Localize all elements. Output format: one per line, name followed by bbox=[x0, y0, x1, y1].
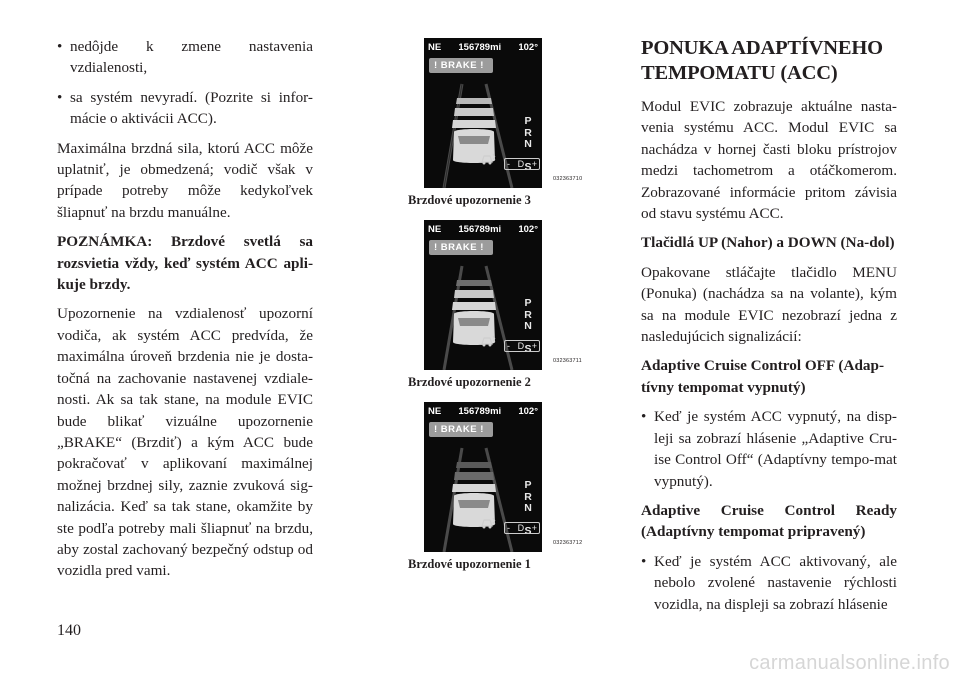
odometer-readout: 156789mi bbox=[458, 406, 502, 417]
left-column bbox=[57, 36, 313, 590]
evic-display bbox=[424, 220, 542, 370]
figure-caption: Brzdové upozornenie 2 bbox=[408, 375, 531, 389]
drive-gear-box bbox=[504, 158, 540, 170]
figure-brake-warning-3 bbox=[408, 38, 606, 208]
gear-n: N bbox=[524, 502, 532, 514]
compass-readout: NE bbox=[428, 42, 442, 53]
distance-bar-3 bbox=[452, 120, 496, 128]
gear-d: D bbox=[517, 341, 525, 351]
acc-car-icon bbox=[480, 516, 496, 530]
drive-gear-box bbox=[504, 340, 540, 352]
brake-warning-badge: ! BRAKE ! bbox=[429, 422, 493, 437]
display-status-bar bbox=[428, 224, 538, 236]
display-status-bar bbox=[428, 406, 538, 418]
temperature-readout: 102° bbox=[518, 224, 538, 235]
page-number: 140 bbox=[57, 622, 81, 639]
distance-bar-2 bbox=[454, 472, 494, 480]
note-paragraph: POZNÁMKA: Brzdové svetlá sa rozsvietia vždy, keď systém ACC apli-kuje brzdy. bbox=[57, 233, 313, 294]
brake-warning-badge: ! BRAKE ! bbox=[429, 240, 493, 255]
distance-bar-3 bbox=[452, 302, 496, 310]
minus-sign: - bbox=[507, 341, 510, 351]
figure-caption: Brzdové upozornenie 3 bbox=[408, 193, 531, 207]
plus-sign: + bbox=[531, 523, 537, 533]
figure-code: 032363712 bbox=[553, 540, 583, 546]
distance-bar-3 bbox=[452, 484, 496, 492]
gear-d: D bbox=[517, 159, 525, 169]
gear-n: N bbox=[524, 320, 532, 332]
bullet-dot: • bbox=[641, 408, 647, 426]
gear-r: R bbox=[524, 308, 532, 321]
compass-readout: NE bbox=[428, 406, 442, 417]
gear-s: S bbox=[524, 343, 532, 355]
temperature-readout: 102° bbox=[518, 406, 538, 417]
figure-brake-warning-1 bbox=[408, 402, 606, 572]
evic-display bbox=[424, 38, 542, 188]
gear-s: S bbox=[524, 525, 532, 537]
minus-sign: - bbox=[507, 159, 510, 169]
distance-bar-1 bbox=[456, 462, 492, 468]
paragraph: Modul EVIC zobrazuje aktuálne nasta-venia systému ACC. Modul EVIC sa nachádza v hornej časti bloku prístrojov medzi tachometrom a otáčkomerom. Zobrazované informácie pritom závisia od stavu systému ACC. bbox=[641, 98, 897, 223]
acc-car-icon bbox=[480, 152, 496, 166]
distance-bar-1 bbox=[456, 98, 492, 104]
bullet-text: nedôjde k zmene nastavenia vzdialenosti, bbox=[70, 38, 313, 77]
gear-r: R bbox=[524, 126, 532, 139]
subheading: Adaptive Cruise Control Ready (Adaptívny tempomat pripravený) bbox=[641, 501, 897, 541]
subheading: Adaptive Cruise Control OFF (Adap-tívny tempomat vypnutý) bbox=[641, 357, 884, 396]
distance-bar-1 bbox=[456, 280, 492, 286]
list-item bbox=[57, 87, 313, 130]
gear-n: N bbox=[524, 138, 532, 150]
subheading: Tlačidlá UP (Nahor) a DOWN (Na-dol) bbox=[641, 234, 895, 252]
gear-d: D bbox=[517, 523, 525, 533]
bullet-dot: • bbox=[57, 88, 63, 106]
bullet-dot: • bbox=[641, 552, 647, 570]
compass-readout: NE bbox=[428, 224, 442, 235]
brake-warning-badge: ! BRAKE ! bbox=[429, 58, 493, 73]
list-item bbox=[641, 551, 897, 615]
odometer-readout: 156789mi bbox=[458, 42, 502, 53]
figure-code: 032363710 bbox=[553, 176, 583, 182]
acc-car-icon bbox=[480, 334, 496, 348]
paragraph: Maximálna brzdná sila, ktorú ACC môže uplatniť, je obmedzená; vodič však v prípade potreby môže kedykoľvek šliapnuť na brzdu manuálne. bbox=[57, 139, 313, 221]
gear-p: P bbox=[524, 115, 532, 127]
bullet-text: sa systém nevyradí. (Pozrite si infor-mácie o aktivácii ACC). bbox=[70, 88, 313, 128]
list-item bbox=[57, 36, 313, 79]
bullet-text: Keď je systém ACC aktivovaný, ale nebolo zvolené nastavenie rýchlosti vozidla, na displeji sa zobrazí hlásenie bbox=[654, 552, 897, 613]
paragraph: Opakovane stláčajte tlačidlo MENU (Ponuka) (nachádza sa na volante), kým sa na module EVIC nezobrazí jedna z nasledujúcich signalizácií: bbox=[641, 263, 897, 346]
gear-p: P bbox=[524, 297, 532, 309]
odometer-readout: 156789mi bbox=[458, 224, 502, 235]
minus-sign: - bbox=[507, 523, 510, 533]
bullet-text: Keď je systém ACC vypnutý, na disp-leji sa zobrazí hlásenie „Adaptive Cru-ise Control Off“ (Adaptívny tempo-mat vypnutý). bbox=[654, 408, 897, 490]
bullet-dot: • bbox=[57, 38, 63, 55]
figure-caption: Brzdové upozornenie 1 bbox=[408, 557, 531, 571]
gear-r: R bbox=[524, 490, 532, 503]
list-item bbox=[641, 406, 897, 492]
gear-s: S bbox=[524, 161, 532, 173]
distance-bar-2 bbox=[454, 108, 494, 116]
evic-display bbox=[424, 402, 542, 552]
distance-bar-2 bbox=[454, 290, 494, 298]
temperature-readout: 102° bbox=[518, 42, 538, 53]
paragraph: Upozornenie na vzdialenosť upozorní vodiča, ak systém ACC predvída, že maximálna úroveň brzdenia nie je dosta-točná na zachovanie nastavenej vzdiale-nosti. Ak sa tak stane, na module EVIC bude blikať vizuálne upozornenie „BRAKE“ (Brzdiť) a kým ACC bude pokračovať v aplikovaní maximálnej možnej brzdnej sily, zaznie zvuková sig-nalizácia. Keď sa tak stane, okamžite by ste podľa potreby mali šliapnuť na brzdu, aby zostal zachovaný bezpečný odstup od vozidla pred vami. bbox=[57, 305, 313, 580]
figure-brake-warning-2 bbox=[408, 220, 606, 390]
display-status-bar bbox=[428, 42, 538, 54]
right-column bbox=[641, 36, 897, 623]
plus-sign: + bbox=[531, 341, 537, 351]
gear-p: P bbox=[524, 479, 532, 491]
drive-gear-box bbox=[504, 522, 540, 534]
section-heading: PONUKA ADAPTÍVNEHO TEMPOMATU (ACC) bbox=[641, 37, 883, 84]
figure-code: 032363711 bbox=[553, 358, 582, 364]
plus-sign: + bbox=[531, 159, 537, 169]
watermark: carmanualsonline.info bbox=[749, 652, 950, 674]
